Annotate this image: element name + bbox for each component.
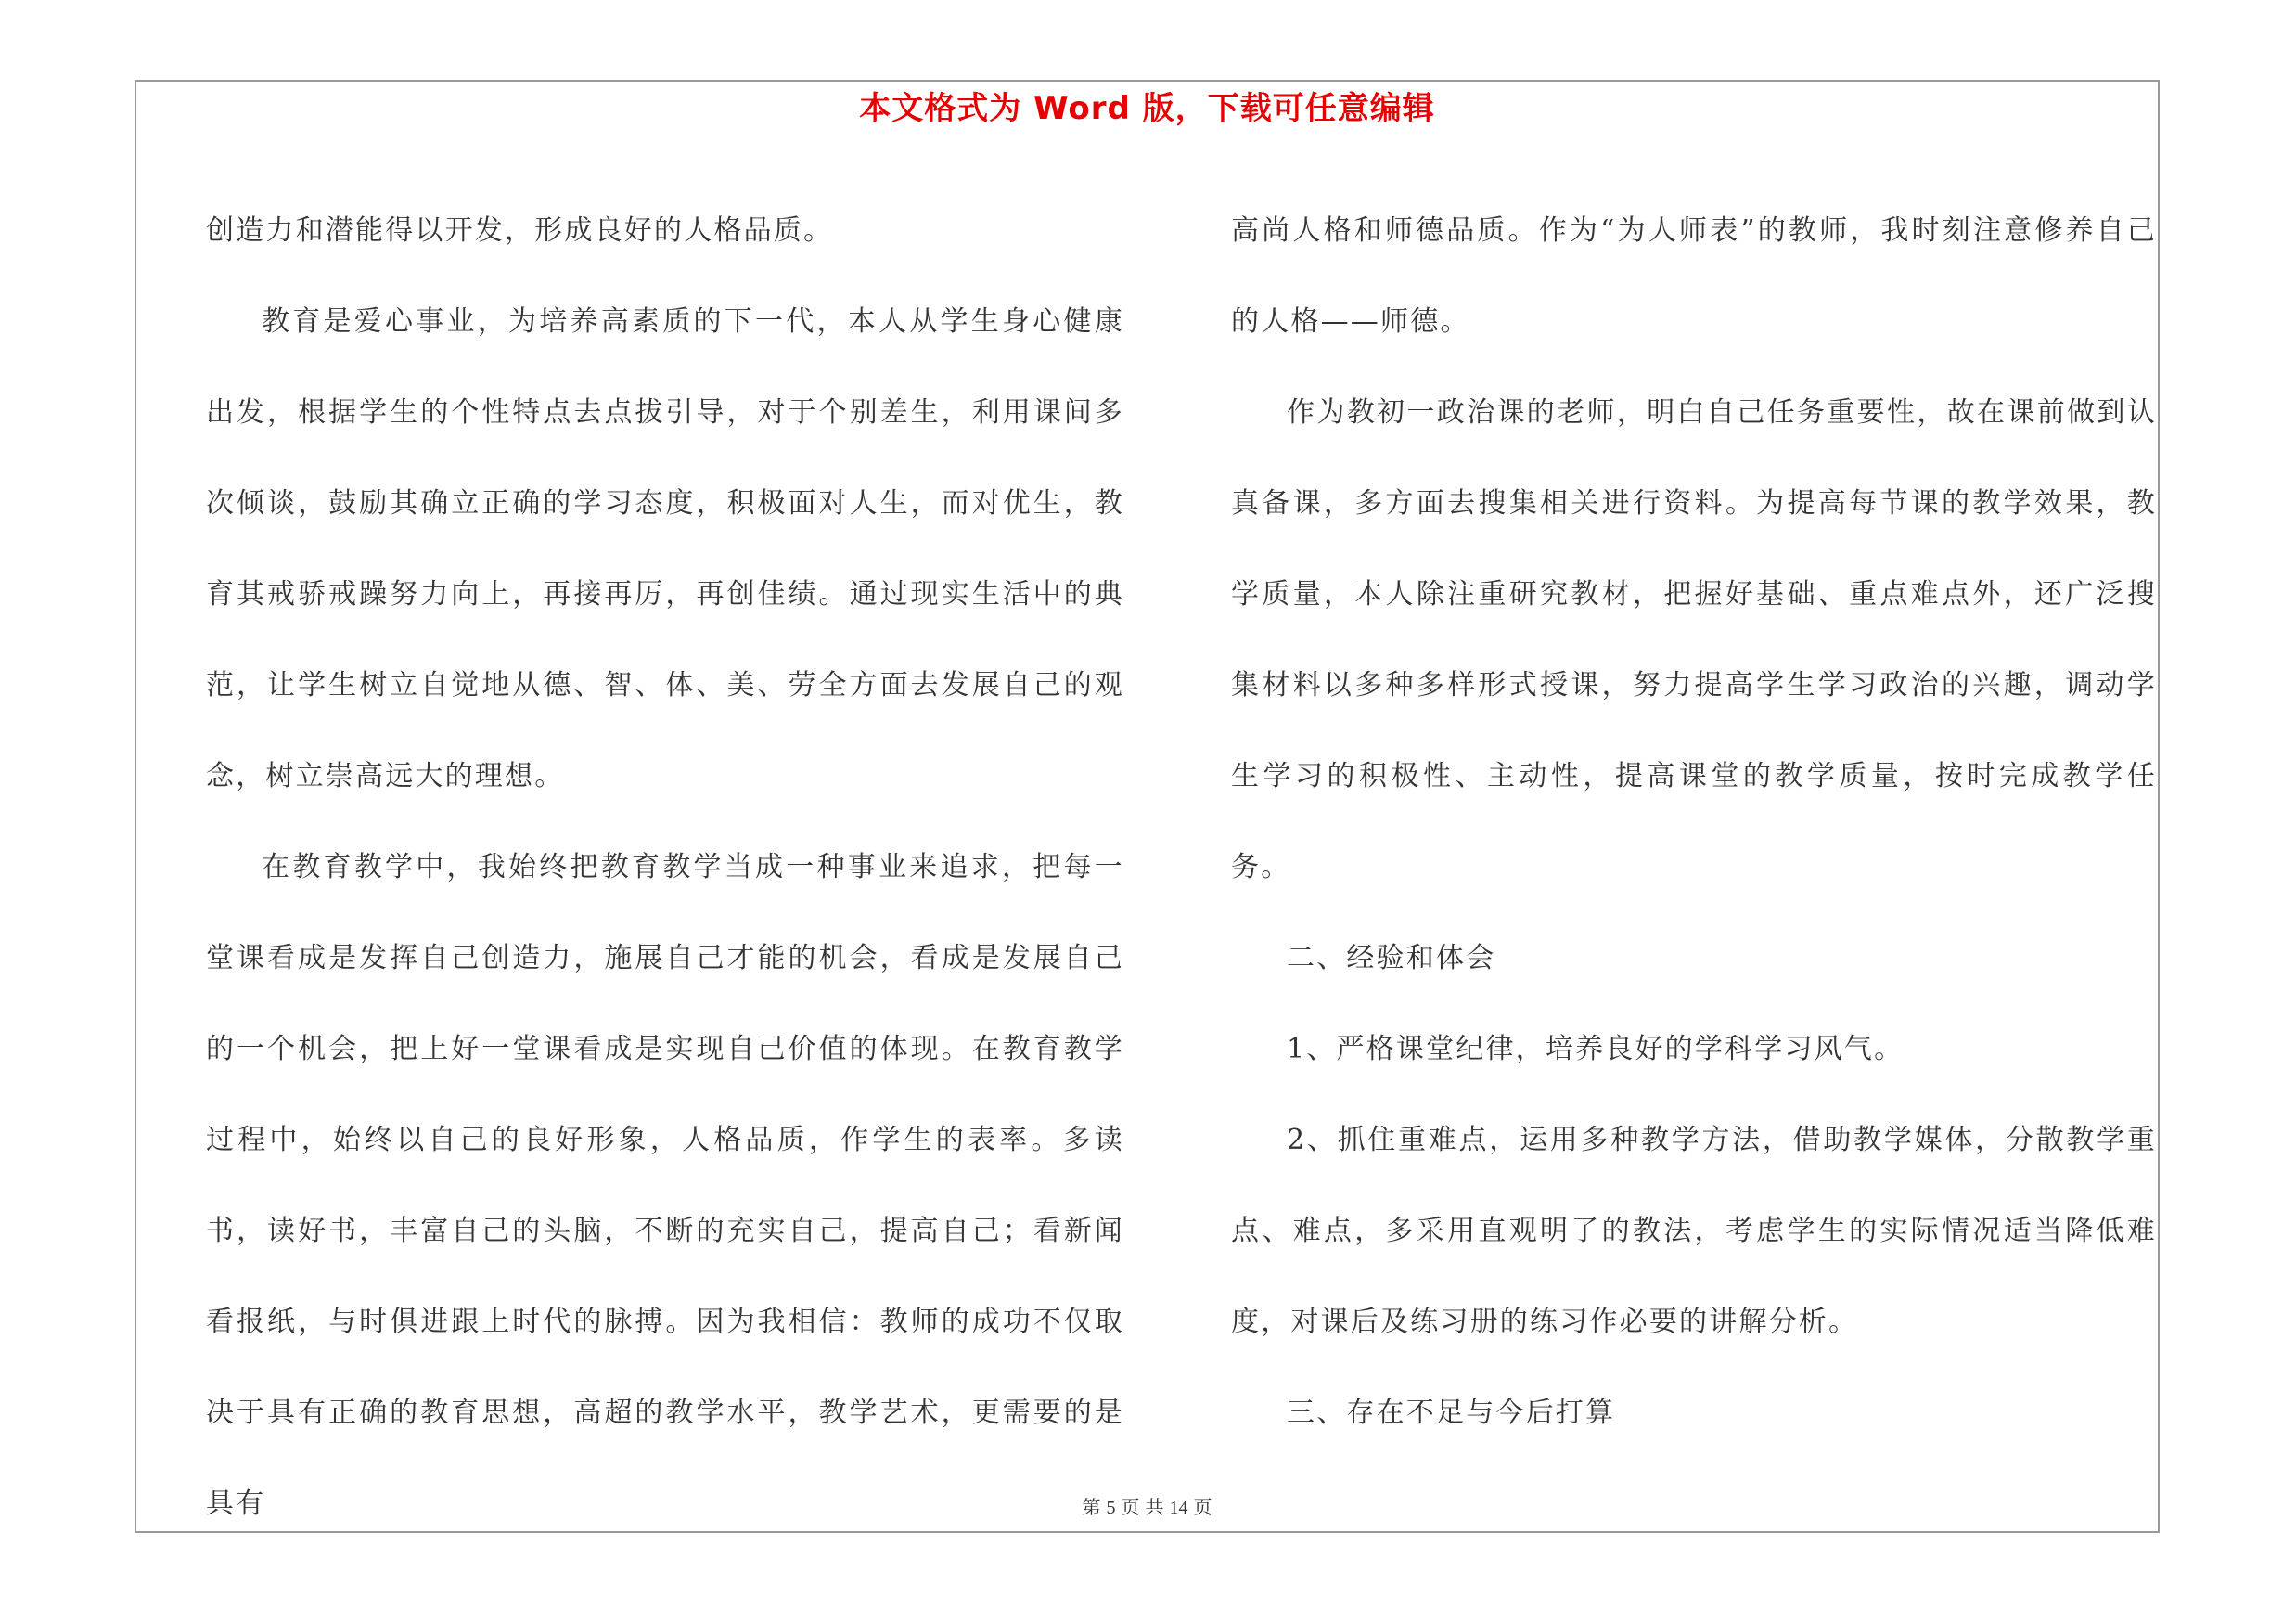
page-number-footer [135, 1492, 2160, 1519]
section-heading-experience: 二、经验和体会 [1287, 942, 1496, 974]
left-column [206, 186, 1124, 1550]
format-banner: 本文格式为 Word 版，下载可任意编辑 [859, 90, 1435, 127]
left-paragraph-2: 教育是爱心事业，为培养高素质的下一代，本人从学生身心健康出发，根据学生的个性特点去点拔引导，对于个别差生，利用课间多次倾谈，鼓励其确立正确的学习态度，积极面对人生，而对优生，教育其戒骄戒躁努力向上，再接再厉，再创佳绩。通过现实生活中的典范，让学生树立自觉地从德、智、体、美、劳全方面去发展自己的观念，树立崇高远大的理想。 [206, 305, 1124, 792]
total-page-count: 14 [1169, 1498, 1188, 1518]
right-paragraph-item-1: 1、严格课堂纪律，培养良好的学科学习风气。 [1287, 1033, 1905, 1065]
footer-label-di: 第 [1082, 1498, 1101, 1518]
footer-label-ye-end: 页 [1193, 1498, 1212, 1518]
right-paragraph-item-2: 2、抓住重难点，运用多种教学方法，借助教学媒体，分散教学重点、难点，多采用直观明了的教法，考虑学生的实际情况适当降低难度，对课后及练习册的练习作必要的讲解分析。 [1231, 1124, 2157, 1338]
current-page-number: 5 [1106, 1498, 1116, 1518]
section-heading-shortcomings: 三、存在不足与今后打算 [1287, 1397, 1616, 1429]
right-paragraph-2: 作为教初一政治课的老师，明白自己任务重要性，故在课前做到认真备课，多方面去搜集相关进行资料。为提高每节课的教学效果，教学质量，本人除注重研究教材，把握好基础、重点难点外，还广泛搜集材料以多种多样形式授课，努力提高学生学习政治的兴趣，调动学生学习的积极性、主动性，提高课堂的教学质量，按时完成教学任务。 [1231, 396, 2157, 883]
left-paragraph-3: 在教育教学中，我始终把教育教学当成一种事业来追求，把每一堂课看成是发挥自己创造力，施展自己才能的机会，看成是发展自己的一个机会，把上好一堂课看成是实现自己价值的体现。在教育教学过程中，始终以自己的良好形象，人格品质，作学生的表率。多读书，读好书，丰富自己的头脑，不断的充实自己，提高自己；看新闻看报纸，与时俱进跟上时代的脉搏。因为我相信：教师的成功不仅取决于具有正确的教育思想，高超的教学水平，教学艺术，更需要的是具有 [206, 851, 1124, 1520]
left-paragraph-1: 创造力和潜能得以开发，形成良好的人格品质。 [206, 214, 834, 247]
right-column [1231, 186, 2157, 1459]
right-paragraph-1: 高尚人格和师德品质。作为“为人师表”的教师，我时刻注意修养自己的人格——师德。 [1231, 214, 2157, 338]
footer-label-ye: 页 [1121, 1498, 1140, 1518]
footer-label-gong: 共 [1145, 1498, 1164, 1518]
